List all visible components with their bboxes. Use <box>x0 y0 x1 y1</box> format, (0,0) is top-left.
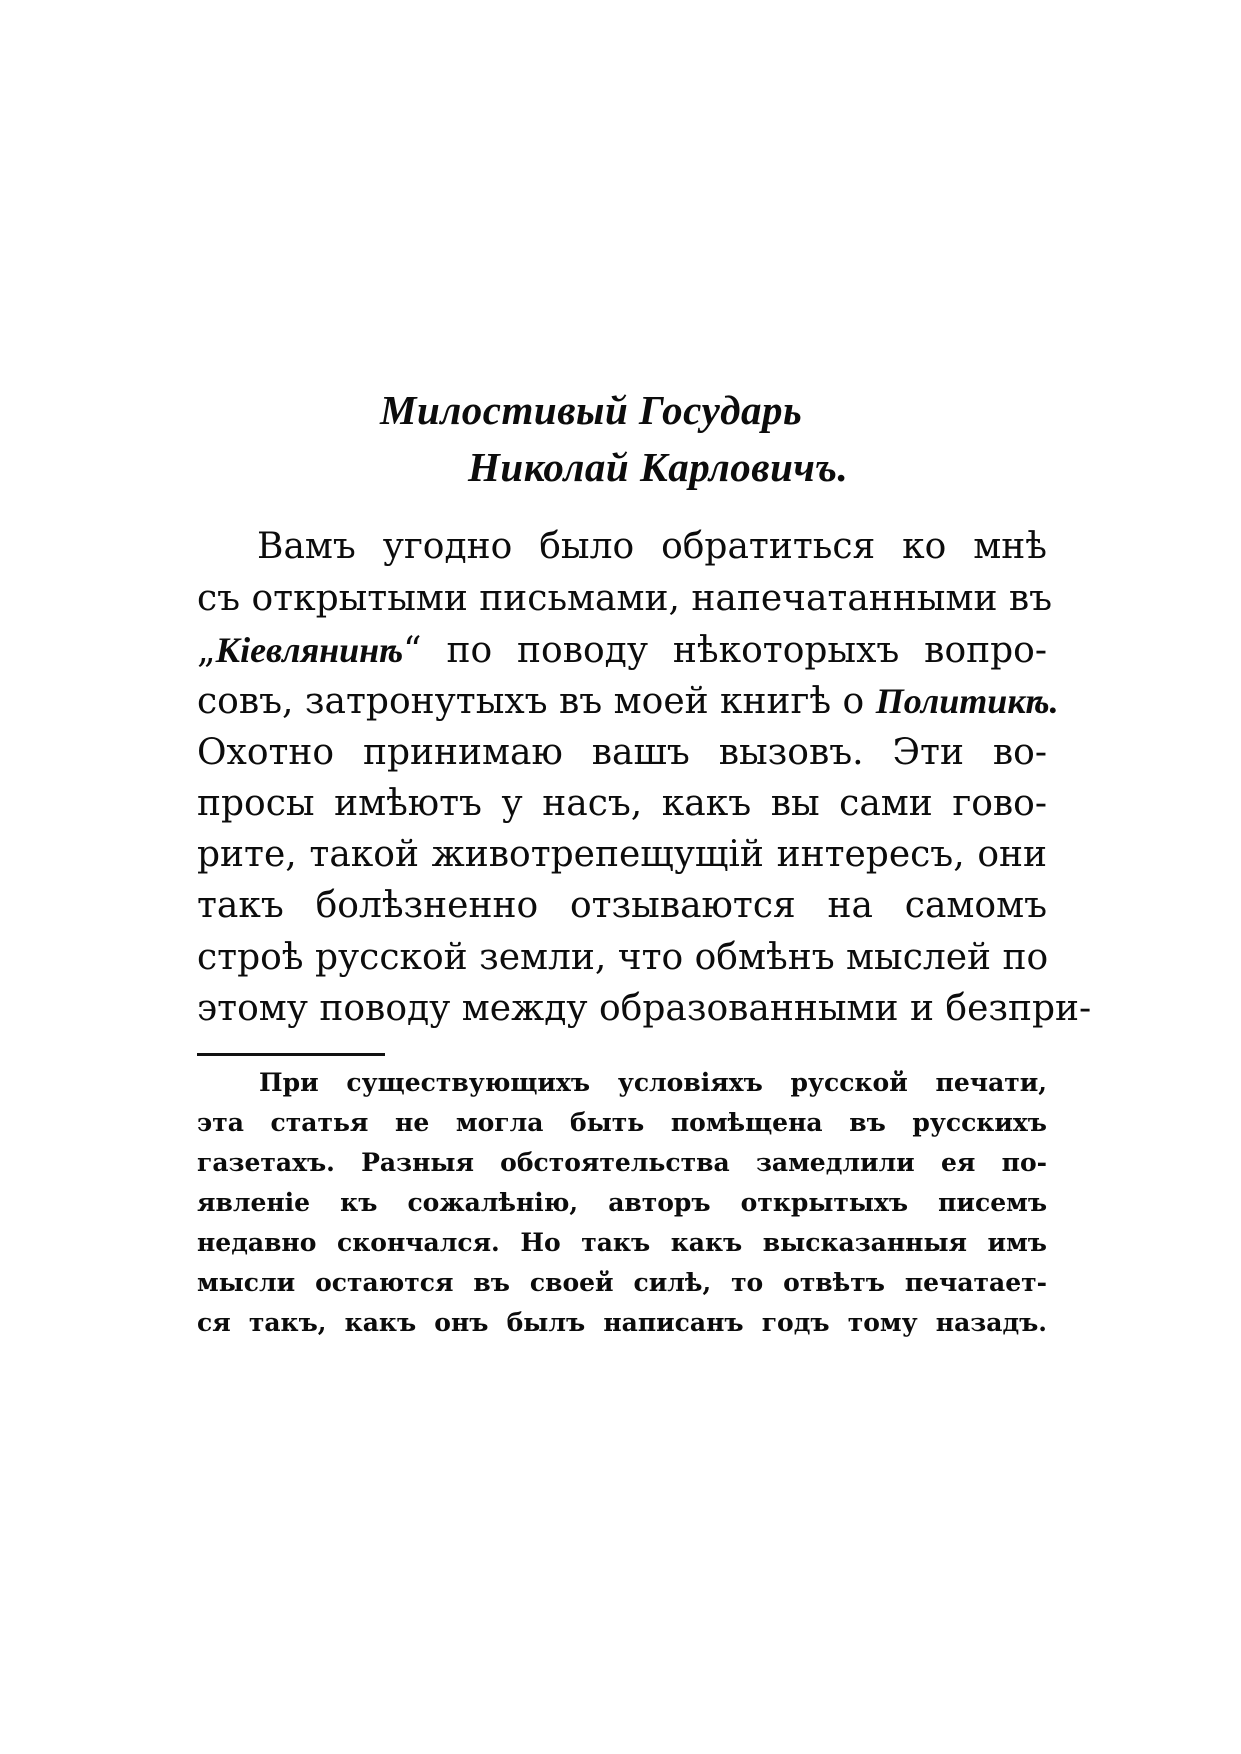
body-line-7: рите, такой животрепещущій интересъ, они <box>197 834 1047 875</box>
footnote-line-2: эта статья не могла быть помѣщена въ русскихъ <box>197 1108 1047 1137</box>
body-line-8: такъ болѣзненно отзываются на самомъ <box>197 885 1047 926</box>
body-line-5: Охотно принимаю вашъ вызовъ. Эти во- <box>197 732 1047 773</box>
footnote-separator <box>197 1053 385 1056</box>
newspaper-title: Кіевлянинѣ <box>215 630 404 670</box>
body-line-1: Вамъ угодно было обратиться ко мнѣ <box>257 526 1047 567</box>
opening-quote: „ <box>197 630 216 671</box>
body-line-10: этому поводу между образованными и безпри- <box>197 988 1092 1029</box>
body-line-4-start: совъ, затронутыхъ въ моей книгѣ о <box>197 681 876 722</box>
body-line-3 <box>197 630 1047 670</box>
footnote-line-7: ся такъ, какъ онъ былъ написанъ годъ тому назадъ. <box>197 1308 1047 1337</box>
body-line-4 <box>197 681 1059 722</box>
footnote-line-4: явленіе къ сожалѣнію, авторъ открытыхъ писемъ <box>197 1188 1047 1217</box>
book-title: Политикѣ. <box>875 681 1059 721</box>
salutation-line-2: Николай Карловичъ. <box>468 444 849 490</box>
footnote-line-6: мысли остаются въ своей силѣ, то отвѣтъ печатает- <box>197 1268 1047 1297</box>
footnote-line-1: При существующихъ условіяхъ русской печати, <box>259 1068 1047 1097</box>
body-line-6: просы имѣютъ у насъ, какъ вы сами гово- <box>197 783 1047 824</box>
body-line-3-rest: “ по поводу нѣкоторыхъ вопро- <box>403 630 1047 671</box>
salutation-line-1: Милостивый Государь <box>380 387 803 433</box>
body-line-9: строѣ русской земли, что обмѣнъ мыслей по <box>197 937 1049 978</box>
footnote-line-5: недавно скончался. Но такъ какъ высказанныя имъ <box>197 1228 1047 1257</box>
footnote-line-3: газетахъ. Разныя обстоятельства замедлили ея по- <box>197 1148 1047 1177</box>
body-line-2: съ открытыми письмами, напечатанными въ <box>197 578 1053 619</box>
